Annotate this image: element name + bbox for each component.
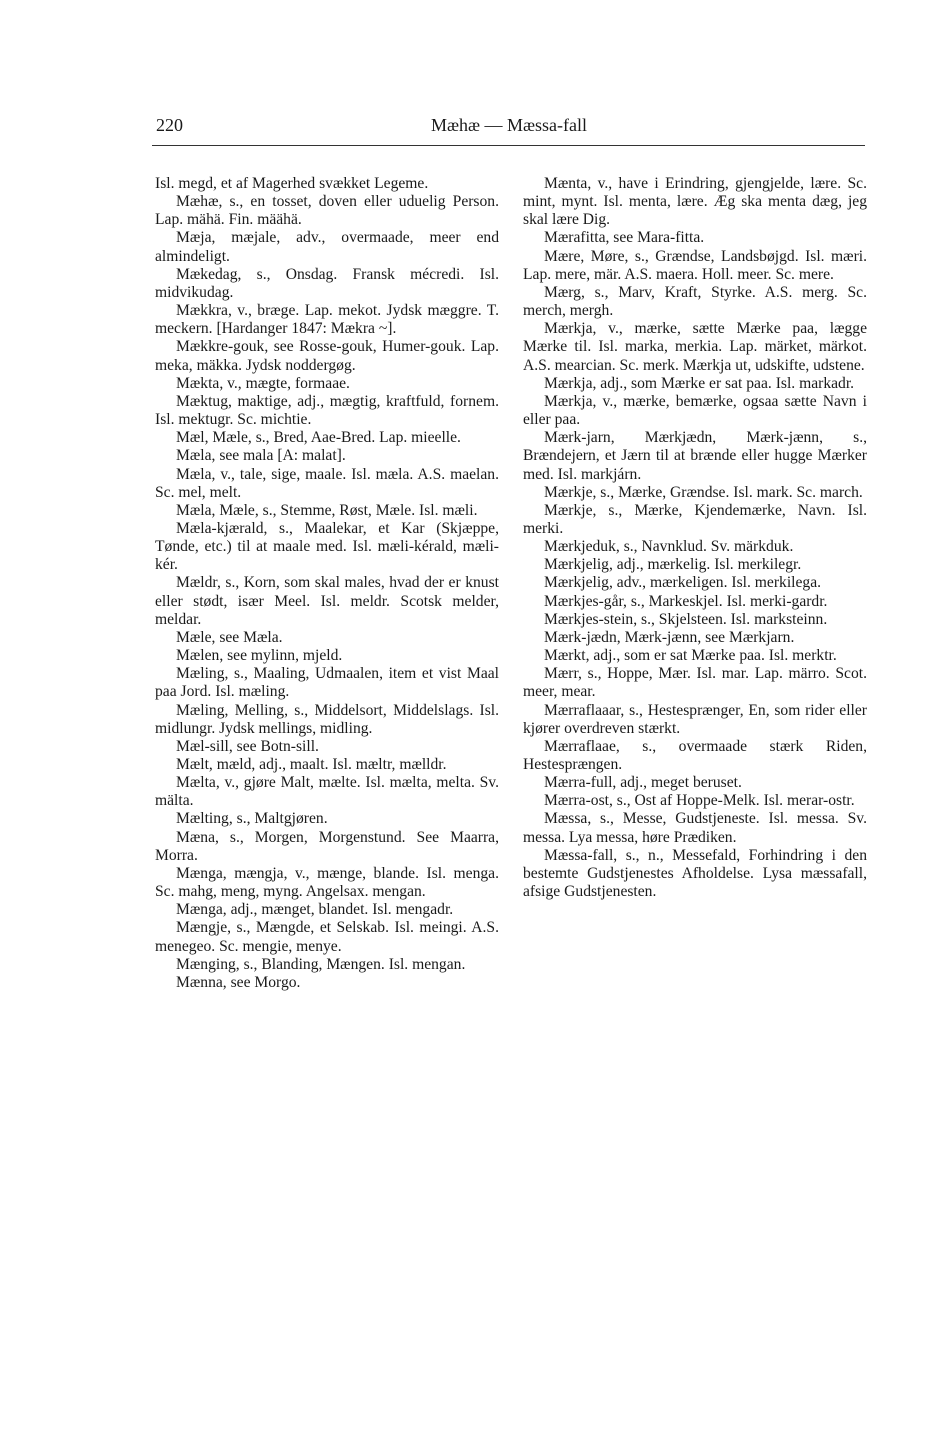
dictionary-entry: Mærkjes-går, s., Markeskjel. Isl. merki-gardr. [544, 592, 828, 610]
dictionary-entry: Mækta, v., mægte, formaae. [176, 374, 350, 392]
dictionary-entry: Mærraflaaar, s., Hestesprænger, En, som rider eller kjører overdreven stærkt. [523, 701, 867, 737]
dictionary-entry: Mærkjelig, adj., mærkelig. Isl. merkilegr. [544, 556, 802, 574]
dictionary-entry: Mænga, adj., mænget, blandet. Isl. mengadr. [176, 901, 454, 919]
dictionary-entry: Mærraflaae, s., overmaade stærk Riden, Hestesprængen. [523, 737, 867, 773]
dictionary-entry: Mærg, s., Marv, Kraft, Styrke. A.S. merg. Sc. merch, mergh. [523, 283, 867, 320]
dictionary-entry: Mærkje, s., Mærke, Kjendemærke, Navn. Isl. merki. [523, 501, 867, 537]
dictionary-entry: Mælting, s., Maltgjøren. [176, 810, 328, 828]
dictionary-entry: Mærra-ost, s., Ost af Hoppe-Melk. Isl. merar-ostr. [544, 792, 855, 810]
dictionary-entry: Mælt, mæld, adj., maalt. Isl. mæltr, mælldr. [176, 756, 447, 773]
running-head: Mæhæ — Mæssa-fall [431, 115, 588, 135]
dictionary-entry: Mæja, mæjale, adv., overmaade, meer end almindeligt. [155, 229, 499, 265]
dictionary-entry: Mærkje, s., Mærke, Grændse. Isl. mark. Sc. march. [544, 483, 863, 501]
dictionary-entry: Mære, Møre, s., Grændse, Landsbøjgd. Isl. mæri. Lap. mere, mär. A.S. maera. Holl. meer. Sc. mere. [523, 247, 867, 283]
dictionary-entry: Mæna, s., Morgen, Morgenstund. See Maarra, Morra. [155, 828, 499, 864]
dictionary-entry: Mænna, see Morgo. [176, 973, 301, 991]
dictionary-entry: Mækkre-gouk, see Rosse-gouk, Humer-gouk. Lap. meka, mäkka. Jydsk noddergøg. [155, 338, 499, 374]
dictionary-entry: Mælen, see mylinn, mjeld. [176, 647, 343, 665]
dictionary-entry: Mænga, mængja, v., mænge, blande. Isl. menga. Sc. mahg, meng, myng. Angelsax. mengan. [155, 864, 499, 901]
dictionary-entry: Mæla, see mala [A: malat]. [176, 447, 346, 465]
dictionary-entry: Mæling, Melling, s., Middelsort, Middelslags. Isl. midlungr. Jydsk mellings, midling. [155, 701, 499, 737]
right-column [523, 175, 867, 901]
dictionary-entry: Mænta, v., have i Erindring, gjengjelde, lære. Sc. mint, mynt. Isl. menta, lære. Æg ska menta dæg, jeg skal lære Dig. [523, 175, 867, 229]
dictionary-entry: Mæssa-fall, s., n., Messefald, Forhindring i den bestemte Gudstjenestes Afholdelse. Lysa mæssafall, afsige Gudstjenesten. [523, 846, 867, 901]
dictionary-entry: Mæle, see Mæla. [176, 628, 283, 646]
dictionary-entry: Mærkja, adj., som Mærke er sat paa. Isl. markadr. [544, 374, 855, 392]
dictionary-entry: Mæhæ, s., en tosset, doven eller uduelig Person. Lap. mähä. Fin. määhä. [155, 193, 499, 229]
dictionary-entry: Mæla, v., tale, sige, maale. Isl. mæla. A.S. maelan. Sc. mel, melt. [155, 465, 499, 501]
dictionary-entry: Mærk-jarn, Mærkjædn, Mærk-jænn, s., Brændejern, et Jærn til at brænde eller hugge Mærker med. Isl. markjárn. [523, 429, 867, 483]
dictionary-entry: Mælta, v., gjøre Malt, mælte. Isl. mælta, melta. Sv. mälta. [155, 774, 499, 810]
dictionary-entry: Mæl, Mæle, s., Bred, Aae-Bred. Lap. mieelle. [176, 429, 461, 447]
dictionary-entry: Mækedag, s., Onsdag. Fransk mécredi. Isl. midvikudag. [155, 265, 499, 301]
dictionary-entry: Mæl-sill, see Botn-sill. [176, 737, 319, 755]
dictionary-entry: Mærr, s., Hoppe, Mær. Isl. mar. Lap. märro. Scot. meer, mear. [523, 665, 867, 701]
dictionary-entry: Mærk-jædn, Mærk-jænn, see Mærkjarn. [544, 628, 795, 646]
dictionary-entry: Mærkt, adj., som er sat Mærke paa. Isl. merktr. [544, 647, 837, 665]
dictionary-entry: Isl. megd, et af Magerhed svækket Legeme. [155, 175, 429, 192]
left-column [155, 175, 499, 992]
dictionary-entry: Mæssa, s., Messe, Gudstjeneste. Isl. messa. Sv. messa. Lya messa, høre Prædiken. [523, 810, 867, 846]
dictionary-entry: Mæktug, maktige, adj., mægtig, kraftfuld, fornem. Isl. mektugr. Sc. michtie. [155, 392, 499, 429]
dictionary-entry: Mærkjeduk, s., Navnklud. Sv. märkduk. [544, 538, 794, 556]
dictionary-entry: Mærkjelig, adv., mærkeligen. Isl. merkilega. [544, 574, 822, 592]
dictionary-entry: Mældr, s., Korn, som skal males, hvad der er knust eller stødt, især Meel. Isl. meldr. Scotsk melder, meldar. [155, 574, 499, 628]
dictionary-entry: Mærra-full, adj., meget beruset. [544, 774, 742, 792]
dictionary-entry: Mængje, s., Mængde, et Selskab. Isl. meingi. A.S. menegeo. Sc. mengie, menye. [155, 919, 499, 955]
dictionary-entry: Mæla-kjærald, s., Maalekar, et Kar (Skjæppe, Tønde, etc.) til at maale med. Isl. mæli-kérald, mæli-kér. [155, 519, 499, 574]
dictionary-entry: Mærkjes-stein, s., Skjelsteen. Isl. marksteinn. [544, 610, 828, 628]
dictionary-entry: Mæla, Mæle, s., Stemme, Røst, Mæle. Isl. mæli. [176, 501, 478, 519]
dictionary-entry: Mærkja, v., mærke, bemærke, ogsaa sætte Navn i eller paa. [523, 392, 867, 429]
dictionary-entry: Mærafitta, see Mara-fitta. [544, 229, 705, 247]
header-rule [152, 145, 865, 146]
dictionary-entry: Mækkra, v., bræge. Lap. mekot. Jydsk mæggre. T. meckern. [Hardanger 1847: Mækra ~]. [155, 302, 499, 338]
dictionary-entry: Mærkja, v., mærke, sætte Mærke paa, lægge Mærke til. Isl. marka, merkia. Lap. märket, märkot. A.S. mearcian. Sc. merk. Mærkja ut, udskifte, udstene. [523, 320, 867, 374]
dictionary-entry: Mæling, s., Maaling, Udmaalen, item et vist Maal paa Jord. Isl. mæling. [155, 665, 499, 701]
page-number: 220 [156, 115, 183, 135]
dictionary-entry: Mænging, s., Blanding, Mængen. Isl. mengan. [176, 955, 466, 973]
